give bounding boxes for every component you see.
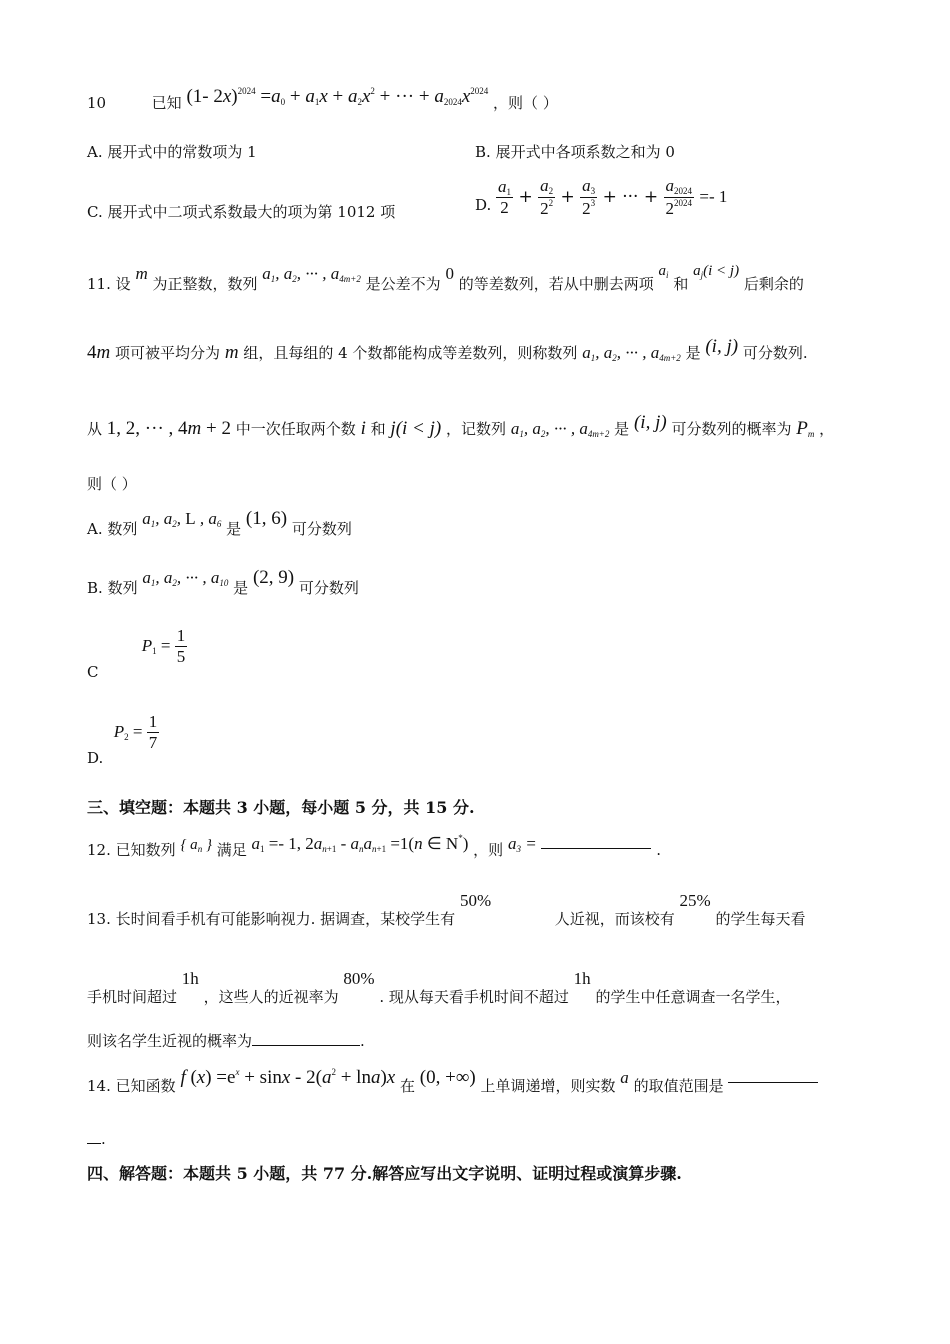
value-80-percent: 80%	[343, 969, 375, 988]
text-segment: 在	[400, 1077, 416, 1095]
option-label: D.	[87, 748, 104, 767]
text-segment: 是	[226, 520, 242, 538]
q11-line-3	[87, 412, 834, 441]
text-segment: 满足	[216, 841, 247, 859]
sequence-an: { $a_n$ }	[180, 837, 212, 854]
sequence-a: $a_1$, $a_2$, ··· , $a_{4m+2}$	[510, 419, 610, 439]
q12-number: 12.	[87, 841, 111, 859]
option-label: A.	[87, 520, 103, 538]
text-segment: 上单调递增，则实数	[480, 1077, 616, 1095]
q11-line-4	[87, 475, 137, 493]
q11-option-c	[87, 626, 187, 681]
option-text: 展开式中二项式系数最大的项为第 1012 项	[107, 203, 396, 221]
q12-line	[87, 832, 661, 859]
var-a: a	[620, 1068, 629, 1087]
q10-option-b	[475, 143, 675, 161]
set-1-to-4m2: 1, 2, ··· , 4m + 2	[106, 418, 231, 439]
sequence-a1-a6: $a_1$, $a_2$, L , $a_6$	[142, 509, 222, 529]
text-segment: 是	[685, 344, 701, 362]
text-segment: 的学生每天看	[715, 910, 806, 928]
var-j-cond: j(i < j)	[390, 418, 442, 439]
q11-option-b	[87, 567, 359, 597]
section-3-heading: 三、填空题：本题共 3 小题，每小题 5 分，共 15 分.	[87, 798, 475, 817]
text-segment: 则（ ）	[87, 475, 137, 493]
text-segment: 可分数列	[291, 520, 352, 538]
text-segment: 手机时间超过	[87, 988, 178, 1006]
text-segment: 长时间看手机有可能影响视力. 据调查，某校学生有	[115, 910, 456, 928]
q10-option-c	[87, 203, 395, 221]
var-i: i	[360, 418, 366, 439]
sequence-a: $a_1$, $a_2$, ··· , $a_{4m+2}$	[582, 343, 681, 363]
value-1h-2: 1h	[573, 969, 591, 988]
option-label: C.	[87, 203, 103, 221]
var-4m: 4m	[87, 342, 111, 363]
text-segment: 则该名学生近视的概率为	[87, 1032, 253, 1050]
text-segment: .	[101, 1130, 106, 1148]
q14-function: f $(x) =e^x + \sin x - 2(a^2 + \ln a)x$	[180, 1067, 396, 1088]
sequence-a: $a_1$, $a_2$, ··· , $a_{4m+2}$	[262, 264, 361, 284]
text-segment: 和	[673, 275, 689, 293]
q14-line-2	[87, 1129, 106, 1148]
q13-line-2	[87, 969, 790, 1006]
q10-option-d-formula: $\frac{a_1}{2}$ + $\frac{a_2}{2^2}$ + $\frac{a_3}{2^3}$ + ··· + $\frac{a_{2024}}{2^{2024}}$ =- 1	[498, 176, 728, 218]
q13-line-1	[87, 891, 806, 928]
pair-ij: (i, j)	[633, 412, 667, 433]
text-segment: 后剩余的	[743, 275, 804, 293]
q11-option-a	[87, 508, 352, 538]
q11-number: 11.	[87, 275, 111, 293]
var-m: m	[224, 342, 239, 363]
text-segment: 为正整数，数列	[152, 275, 258, 293]
value-1h: 1h	[181, 969, 199, 988]
option-label: B.	[475, 143, 491, 161]
q10-formula: (1- $2x)^{2024} =a_0 + a_1x + a_2x^2$ + ··· + $a_{2024}x^{2024}$	[186, 86, 489, 107]
q11-option-d	[87, 712, 159, 767]
text-segment: 已知函数	[115, 1077, 176, 1095]
text-segment: 的取值范围是	[633, 1077, 724, 1095]
option-text: 展开式中的常数项为 1	[107, 143, 257, 161]
option-label: B.	[87, 579, 103, 597]
answer-blank[interactable]	[728, 1068, 818, 1083]
q13-number: 13.	[87, 910, 111, 928]
pair-2-9: (2, 9)	[252, 567, 295, 588]
text-segment: 可分数列.	[742, 344, 808, 362]
q10-stem-prefix: 已知	[151, 94, 182, 112]
text-segment: 项可被平均分为	[115, 344, 221, 362]
q10-stem-suffix: ，则（ ）	[493, 94, 558, 112]
value-25-percent: 25%	[679, 891, 711, 910]
zero: 0	[445, 264, 454, 283]
formula-p1: $P_1$ = $\frac{1}{5}$	[141, 626, 186, 667]
text-segment: .	[360, 1032, 365, 1050]
text-segment: 是	[614, 420, 630, 438]
text-segment: .	[656, 841, 662, 859]
q14-number: 14.	[87, 1077, 111, 1095]
q10-option-a	[87, 143, 257, 161]
option-text: 展开式中各项系数之和为 0	[495, 143, 675, 161]
formula-p2: $P_2$ = $\frac{1}{7}$	[113, 712, 158, 753]
q13-line-3	[87, 1031, 365, 1050]
text-segment: 从	[87, 420, 103, 438]
answer-blank-continued[interactable]	[87, 1129, 101, 1144]
text-segment: 是公差不为	[365, 275, 441, 293]
answer-blank[interactable]	[541, 832, 651, 849]
q11-line-1	[87, 262, 804, 293]
text-segment: 和	[370, 420, 386, 438]
text-segment: 数列	[107, 520, 138, 538]
text-segment: 人近视，而该校有	[554, 910, 675, 928]
text-segment: ，记数列	[446, 420, 507, 438]
q10-number: 10	[87, 94, 107, 112]
text-segment: ，	[819, 420, 835, 438]
option-label: D.	[475, 196, 492, 215]
text-segment: ，这些人的近视率为	[203, 988, 339, 1006]
pair-ij: (i, j)	[705, 336, 739, 357]
answer-blank[interactable]	[252, 1031, 360, 1046]
var-pm: $P_m$	[796, 418, 815, 439]
text-segment: 已知数列	[115, 841, 176, 859]
q11-line-2	[87, 336, 808, 365]
text-segment: 可分数列	[298, 579, 359, 597]
text-segment: 是	[233, 579, 249, 597]
option-label: A.	[87, 143, 103, 161]
text-segment: ，则	[473, 841, 504, 859]
text-segment: 可分数列的概率为	[671, 420, 792, 438]
text-segment: . 现从每天看手机时间不超过	[379, 988, 569, 1006]
q10-option-d	[475, 176, 727, 219]
option-label: C	[87, 662, 99, 681]
term-aj: $a_j(i < j)$	[693, 263, 740, 280]
text-segment: 设	[115, 275, 131, 293]
q10-stem	[87, 86, 558, 112]
q14-interval: (0, +∞)	[419, 1067, 476, 1088]
pair-1-6: (1, 6)	[245, 508, 288, 529]
text-segment: 数列	[107, 579, 138, 597]
q14-line	[87, 1067, 818, 1095]
q12-condition: $a_1 =- 1$, $2a_{n+1} - a_na_{n+1} =1(n$ ∈ N*)	[251, 833, 469, 854]
var-m: m	[135, 264, 148, 283]
section-4-heading: 四、解答题：本题共 5 小题，共 77 分.解答应写出文字说明、证明过程或演算步骤.	[87, 1164, 682, 1183]
text-segment: 的学生中任意调查一名学生，	[595, 988, 791, 1006]
text-segment: 组，且每组的 4 个数都能构成等差数列，则称数列	[243, 344, 578, 362]
term-a3: $a_3$ =	[507, 834, 537, 854]
text-segment: 的等差数列，若从中删去两项	[458, 275, 654, 293]
text-segment: 中一次任取两个数	[235, 420, 356, 438]
value-50-percent: 50%	[459, 891, 492, 910]
term-ai: $a_i$	[658, 263, 669, 280]
sequence-a1-a10: $a_1$, $a_2$, ··· , $a_{10}$	[142, 568, 229, 588]
